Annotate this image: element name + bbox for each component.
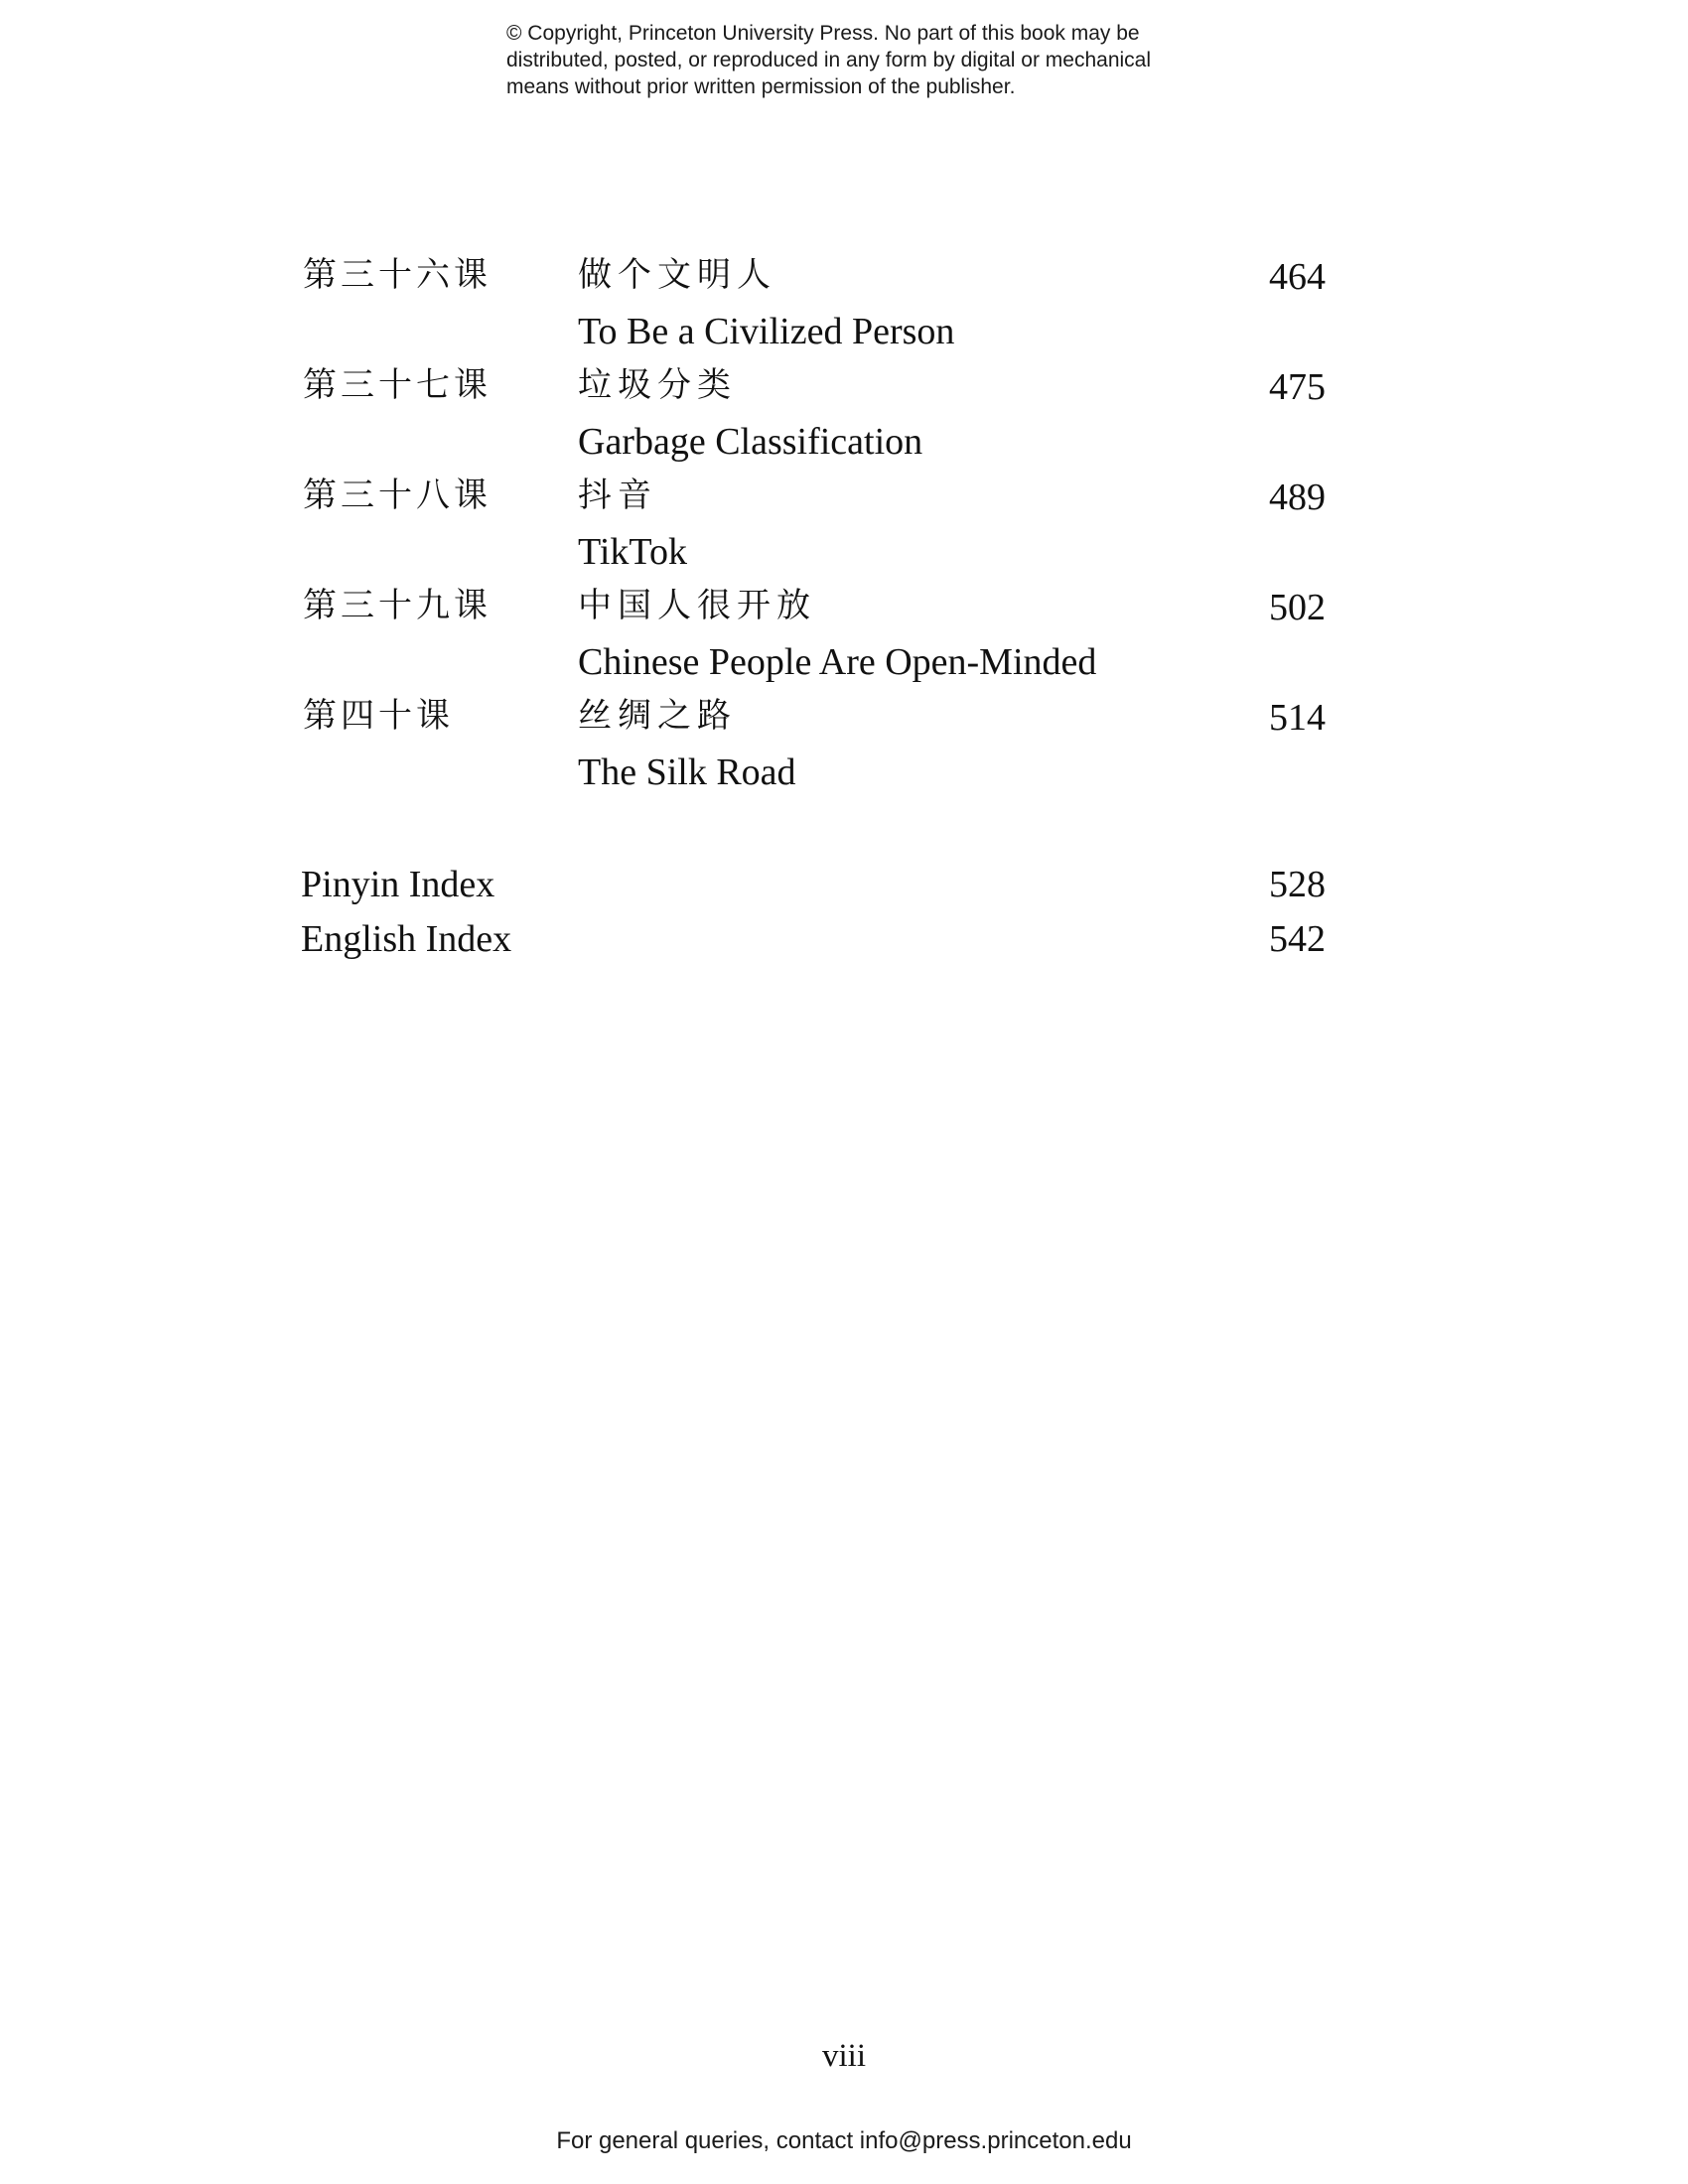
toc-entry <box>303 358 1326 469</box>
index-page-number: 542 <box>1269 918 1326 960</box>
lesson-title-chinese: 中国人很开放 <box>578 586 816 625</box>
index-label: English Index <box>301 918 512 960</box>
lesson-title-chinese: 垃圾分类 <box>578 365 737 405</box>
lesson-page-number: 489 <box>1269 477 1326 518</box>
index-label: Pinyin Index <box>301 864 495 905</box>
lesson-title-english: To Be a Civilized Person <box>578 311 955 352</box>
table-of-contents <box>303 248 1326 799</box>
lesson-title-chinese: 丝绸之路 <box>578 696 737 736</box>
toc-entry-index <box>301 912 1326 967</box>
toc-entry-index <box>301 858 1326 912</box>
lesson-page-number: 475 <box>1269 366 1326 408</box>
copyright-line: © Copyright, Princeton University Press. No part of this book may be <box>506 22 1140 45</box>
lesson-page-number: 502 <box>1269 587 1326 628</box>
lesson-page-number: 464 <box>1269 256 1326 298</box>
copyright-line: means without prior written permission of the publisher. <box>506 75 1016 98</box>
copyright-notice <box>506 20 1201 100</box>
lesson-title-chinese: 做个文明人 <box>578 255 776 295</box>
lesson-number: 第三十八课 <box>303 476 492 515</box>
lesson-title-english: Garbage Classification <box>578 421 923 463</box>
toc-entry <box>303 248 1326 358</box>
lesson-number: 第四十课 <box>303 696 454 736</box>
page-number: viii <box>821 2038 866 2074</box>
index-entries <box>301 858 1326 967</box>
lesson-page-number: 514 <box>1269 697 1326 739</box>
lesson-title-chinese: 抖音 <box>578 476 657 515</box>
lesson-title-english: Chinese People Are Open-Minded <box>578 641 1097 683</box>
lesson-number: 第三十六课 <box>303 255 492 295</box>
lesson-title-english: TikTok <box>578 531 687 573</box>
copyright-line: distributed, posted, or reproduced in any form by digital or mechanical <box>506 49 1152 71</box>
footer-contact: For general queries, contact info@press.princeton.edu <box>556 2127 1132 2154</box>
lesson-number: 第三十九课 <box>303 586 492 625</box>
lesson-number: 第三十七课 <box>303 365 492 405</box>
toc-entry <box>303 689 1326 799</box>
lesson-title-english: The Silk Road <box>578 751 796 793</box>
toc-entry <box>303 579 1326 689</box>
toc-entry <box>303 469 1326 579</box>
index-page-number: 528 <box>1269 864 1326 905</box>
